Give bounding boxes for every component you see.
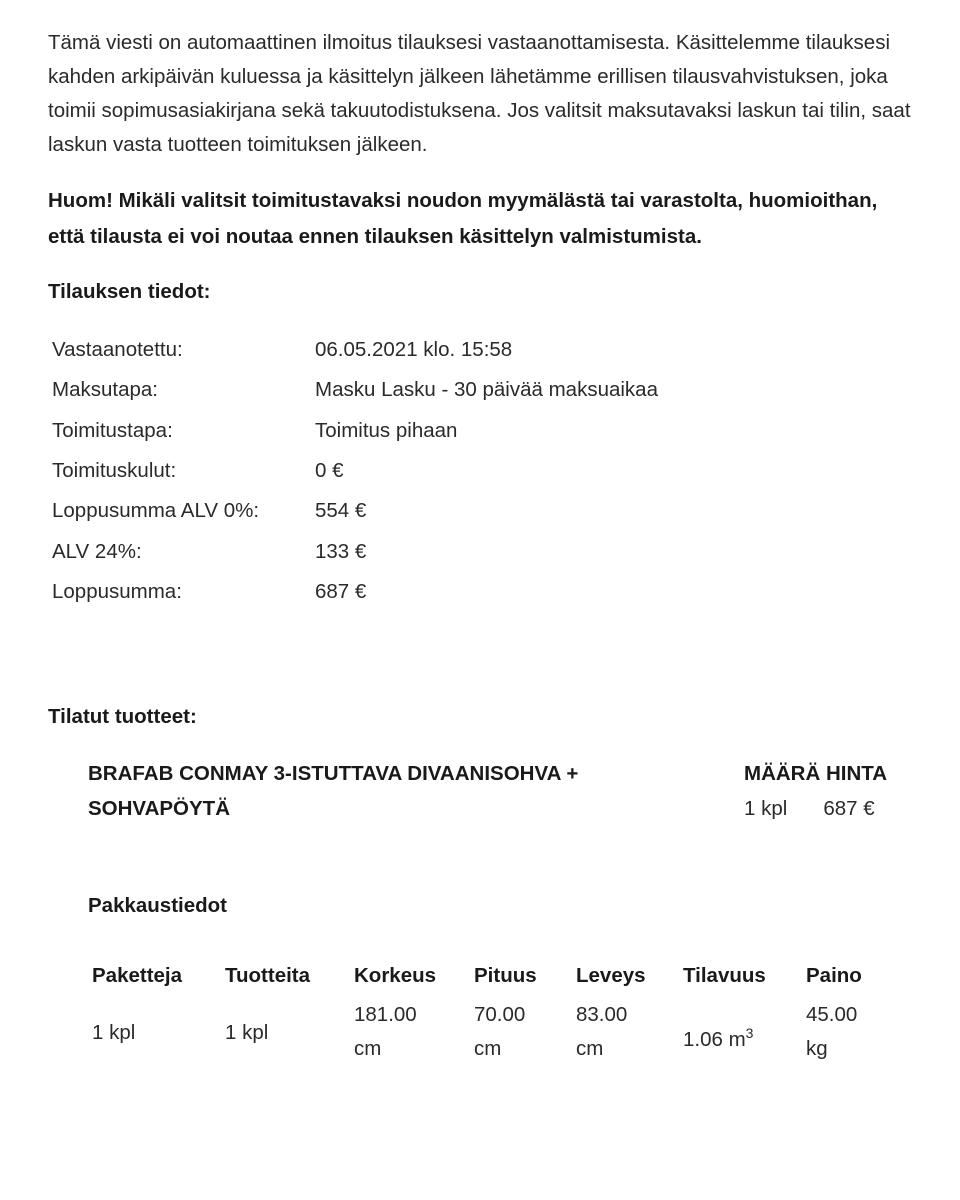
pkg-header-products: Tuotteita: [225, 964, 311, 987]
detail-value: 133 €: [315, 539, 367, 563]
product-row: [88, 756, 908, 836]
pkg-header-length: Pituus: [474, 964, 537, 987]
detail-row-subtotal-vat0: [52, 491, 872, 531]
product-price: 687 €: [823, 797, 875, 820]
pkg-length-number: 70.00: [474, 1003, 526, 1026]
pkg-header-width: Leveys: [576, 964, 646, 987]
pkg-value-products: 1 kpl: [225, 1021, 269, 1044]
detail-label: Maksutapa:: [52, 378, 158, 402]
ordered-products-title: Tilatut tuotteet:: [48, 705, 197, 728]
detail-row-payment-method: [52, 370, 872, 410]
detail-row-vat: [52, 531, 872, 571]
qty-price-header: MÄÄRÄ HINTA: [744, 762, 888, 785]
detail-label: Loppusumma ALV 0%:: [52, 499, 260, 523]
detail-label: Vastaanotettu:: [52, 338, 183, 362]
detail-row-delivery-method: [52, 411, 872, 451]
pkg-value-length: [474, 998, 525, 1066]
pkg-col-volume: [683, 958, 766, 1051]
detail-row-total: [52, 572, 872, 612]
intro-paragraph: Tämä viesti on automaattinen ilmoitus tilauksesi vastaanottamisesta. Käsittelemme tilauksesi kahden arkipäivän kuluessa ja käsittelyn jälkeen lähetämme erillisen tilausvahvistuksen, joka toimii sopimusasiakirjana sekä takuutodistuksena. Jos valitsit maksutavaksi laskun tai tilin, saat laskun vasta tuotteen toimituksen jälkeen.: [48, 31, 911, 156]
order-details-table: [52, 330, 872, 612]
detail-value: 554 €: [315, 499, 367, 523]
package-info-title: Pakkaustiedot: [88, 894, 227, 917]
detail-label: Toimitustapa:: [52, 418, 173, 442]
pkg-col-width: [576, 958, 646, 1060]
pkg-value-packages: 1 kpl: [92, 1021, 136, 1044]
detail-value: 06.05.2021 klo. 15:58: [315, 338, 513, 362]
pkg-col-packages: [92, 958, 183, 1044]
pickup-notice: Huom! Mikäli valitsit toimitustavaksi noudon myymälästä tai varastolta, huomioithan, että tilausta ei voi noutaa ennen tilauksen käsittelyn valmistumista.: [48, 189, 878, 248]
pkg-header-packages: Paketteja: [92, 964, 183, 987]
pkg-height-number: 181.00: [354, 1003, 417, 1026]
pkg-col-weight: [806, 958, 862, 1060]
pkg-length-unit: cm: [474, 1037, 502, 1060]
pkg-col-length: [474, 958, 537, 1060]
pkg-value-height: [354, 998, 417, 1066]
qty-price-values: [744, 791, 875, 826]
pkg-volume-exponent: 3: [745, 1025, 754, 1041]
detail-label: Loppusumma:: [52, 579, 182, 603]
product-name: BRAFAB CONMAY 3-ISTUTTAVA DIVAANISOHVA + SOHVAPÖYTÄ: [88, 762, 579, 820]
pkg-width-unit: cm: [576, 1037, 604, 1060]
detail-value: 0 €: [315, 459, 344, 483]
pkg-value-weight: [806, 998, 857, 1066]
package-info-table: [92, 958, 892, 1078]
detail-value: Toimitus pihaan: [315, 418, 458, 442]
pkg-volume-number: 1.06 m: [683, 1027, 746, 1051]
pkg-height-unit: cm: [354, 1037, 382, 1060]
pkg-header-height: Korkeus: [354, 964, 437, 987]
pkg-weight-number: 45.00: [806, 1003, 858, 1026]
detail-value: Masku Lasku - 30 päivää maksuaikaa: [315, 378, 658, 402]
pkg-header-volume: Tilavuus: [683, 964, 766, 987]
pkg-col-height: [354, 958, 437, 1060]
pkg-header-weight: Paino: [806, 964, 862, 987]
order-details-title: Tilauksen tiedot:: [48, 280, 211, 303]
pkg-value-width: [576, 998, 627, 1066]
pkg-width-number: 83.00: [576, 1003, 628, 1026]
pkg-weight-unit: kg: [806, 1037, 828, 1060]
product-quantity: 1 kpl: [744, 797, 788, 820]
pkg-col-products: [225, 958, 311, 1044]
detail-value: 687 €: [315, 579, 367, 603]
pkg-value-volume: [683, 1016, 753, 1057]
detail-label: Toimituskulut:: [52, 459, 177, 483]
detail-row-delivery-cost: [52, 451, 872, 491]
detail-label: ALV 24%:: [52, 539, 142, 563]
detail-row-received: [52, 330, 872, 370]
